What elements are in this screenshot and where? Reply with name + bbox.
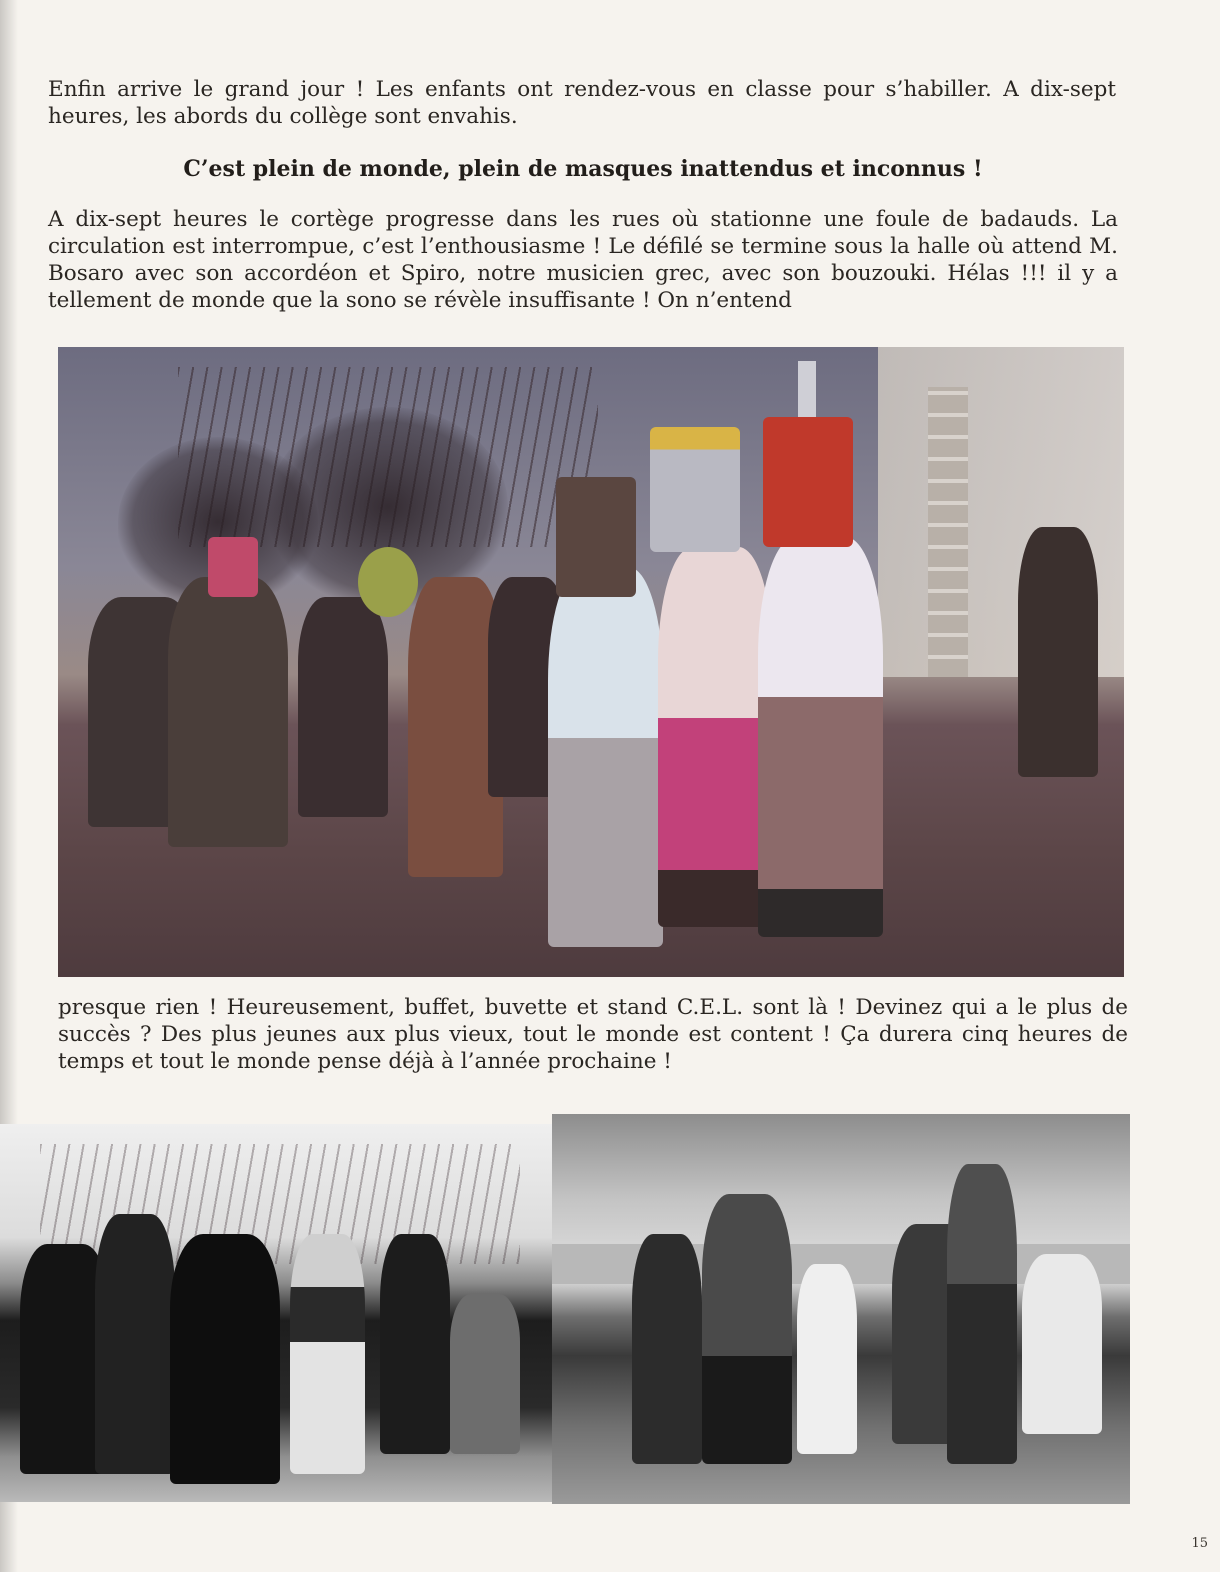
person-veiled: [170, 1234, 280, 1484]
mask: [208, 537, 258, 597]
intro-paragraph: Enfin arrive le grand jour ! Les enfants ont rendez-vous en classe pour s’habiller. A dix-sept heures, les abords du collège sont envahis.: [48, 77, 1116, 129]
red-mask: [763, 417, 853, 547]
person-patterned-skirt: [758, 537, 883, 937]
person: [380, 1234, 450, 1454]
page-number: 15: [1191, 1536, 1208, 1551]
person: [168, 577, 288, 847]
person: [1018, 527, 1098, 777]
child-white-top: [797, 1264, 857, 1454]
person-pink-skirt: [658, 547, 773, 927]
child-patch-costume: [1022, 1254, 1102, 1434]
stone-pillar: [928, 387, 968, 677]
closing-paragraph: presque rien ! Heureusement, buffet, buvette et stand C.E.L. sont là ! Devinez qui a le plus de succès ? Des plus jeunes aux plus vieux, tout le monde est content ! Ça durera cinq heures de temps et tout le monde pense déjà à l’année prochaine !: [58, 995, 1128, 1074]
child-costume: [632, 1234, 702, 1464]
person: [95, 1214, 175, 1474]
carnival-color-photo: [58, 347, 1124, 977]
green-disc-prop: [358, 547, 418, 617]
carnival-bw-photo-right: [552, 1114, 1130, 1504]
person-white-shirt: [548, 567, 663, 947]
person: [298, 597, 388, 817]
woman-striped-sweater: [947, 1164, 1017, 1464]
person-white-apron: [290, 1234, 365, 1474]
section-headline: C’est plein de monde, plein de masques inattendus et inconnus !: [183, 156, 983, 182]
carnival-bw-photo-left: [0, 1124, 552, 1502]
procession-paragraph: A dix-sept heures le cortège progresse dans les rues où stationne une foule de badauds. La circulation est interrompue, c’est l’enthousiasme ! Le défilé se termine sous la halle où attend M. Bosaro avec son accordéon et Spiro, notre musicien grec, avec son bouzouki. Hélas !!! il y a tellement de monde que la sono se révèle insuffisante ! On n’entend: [48, 207, 1118, 313]
brown-mask: [556, 477, 636, 597]
silver-mask: [650, 427, 740, 552]
child-ribbon-mask: [702, 1194, 792, 1464]
child-floral-dress: [450, 1294, 520, 1454]
